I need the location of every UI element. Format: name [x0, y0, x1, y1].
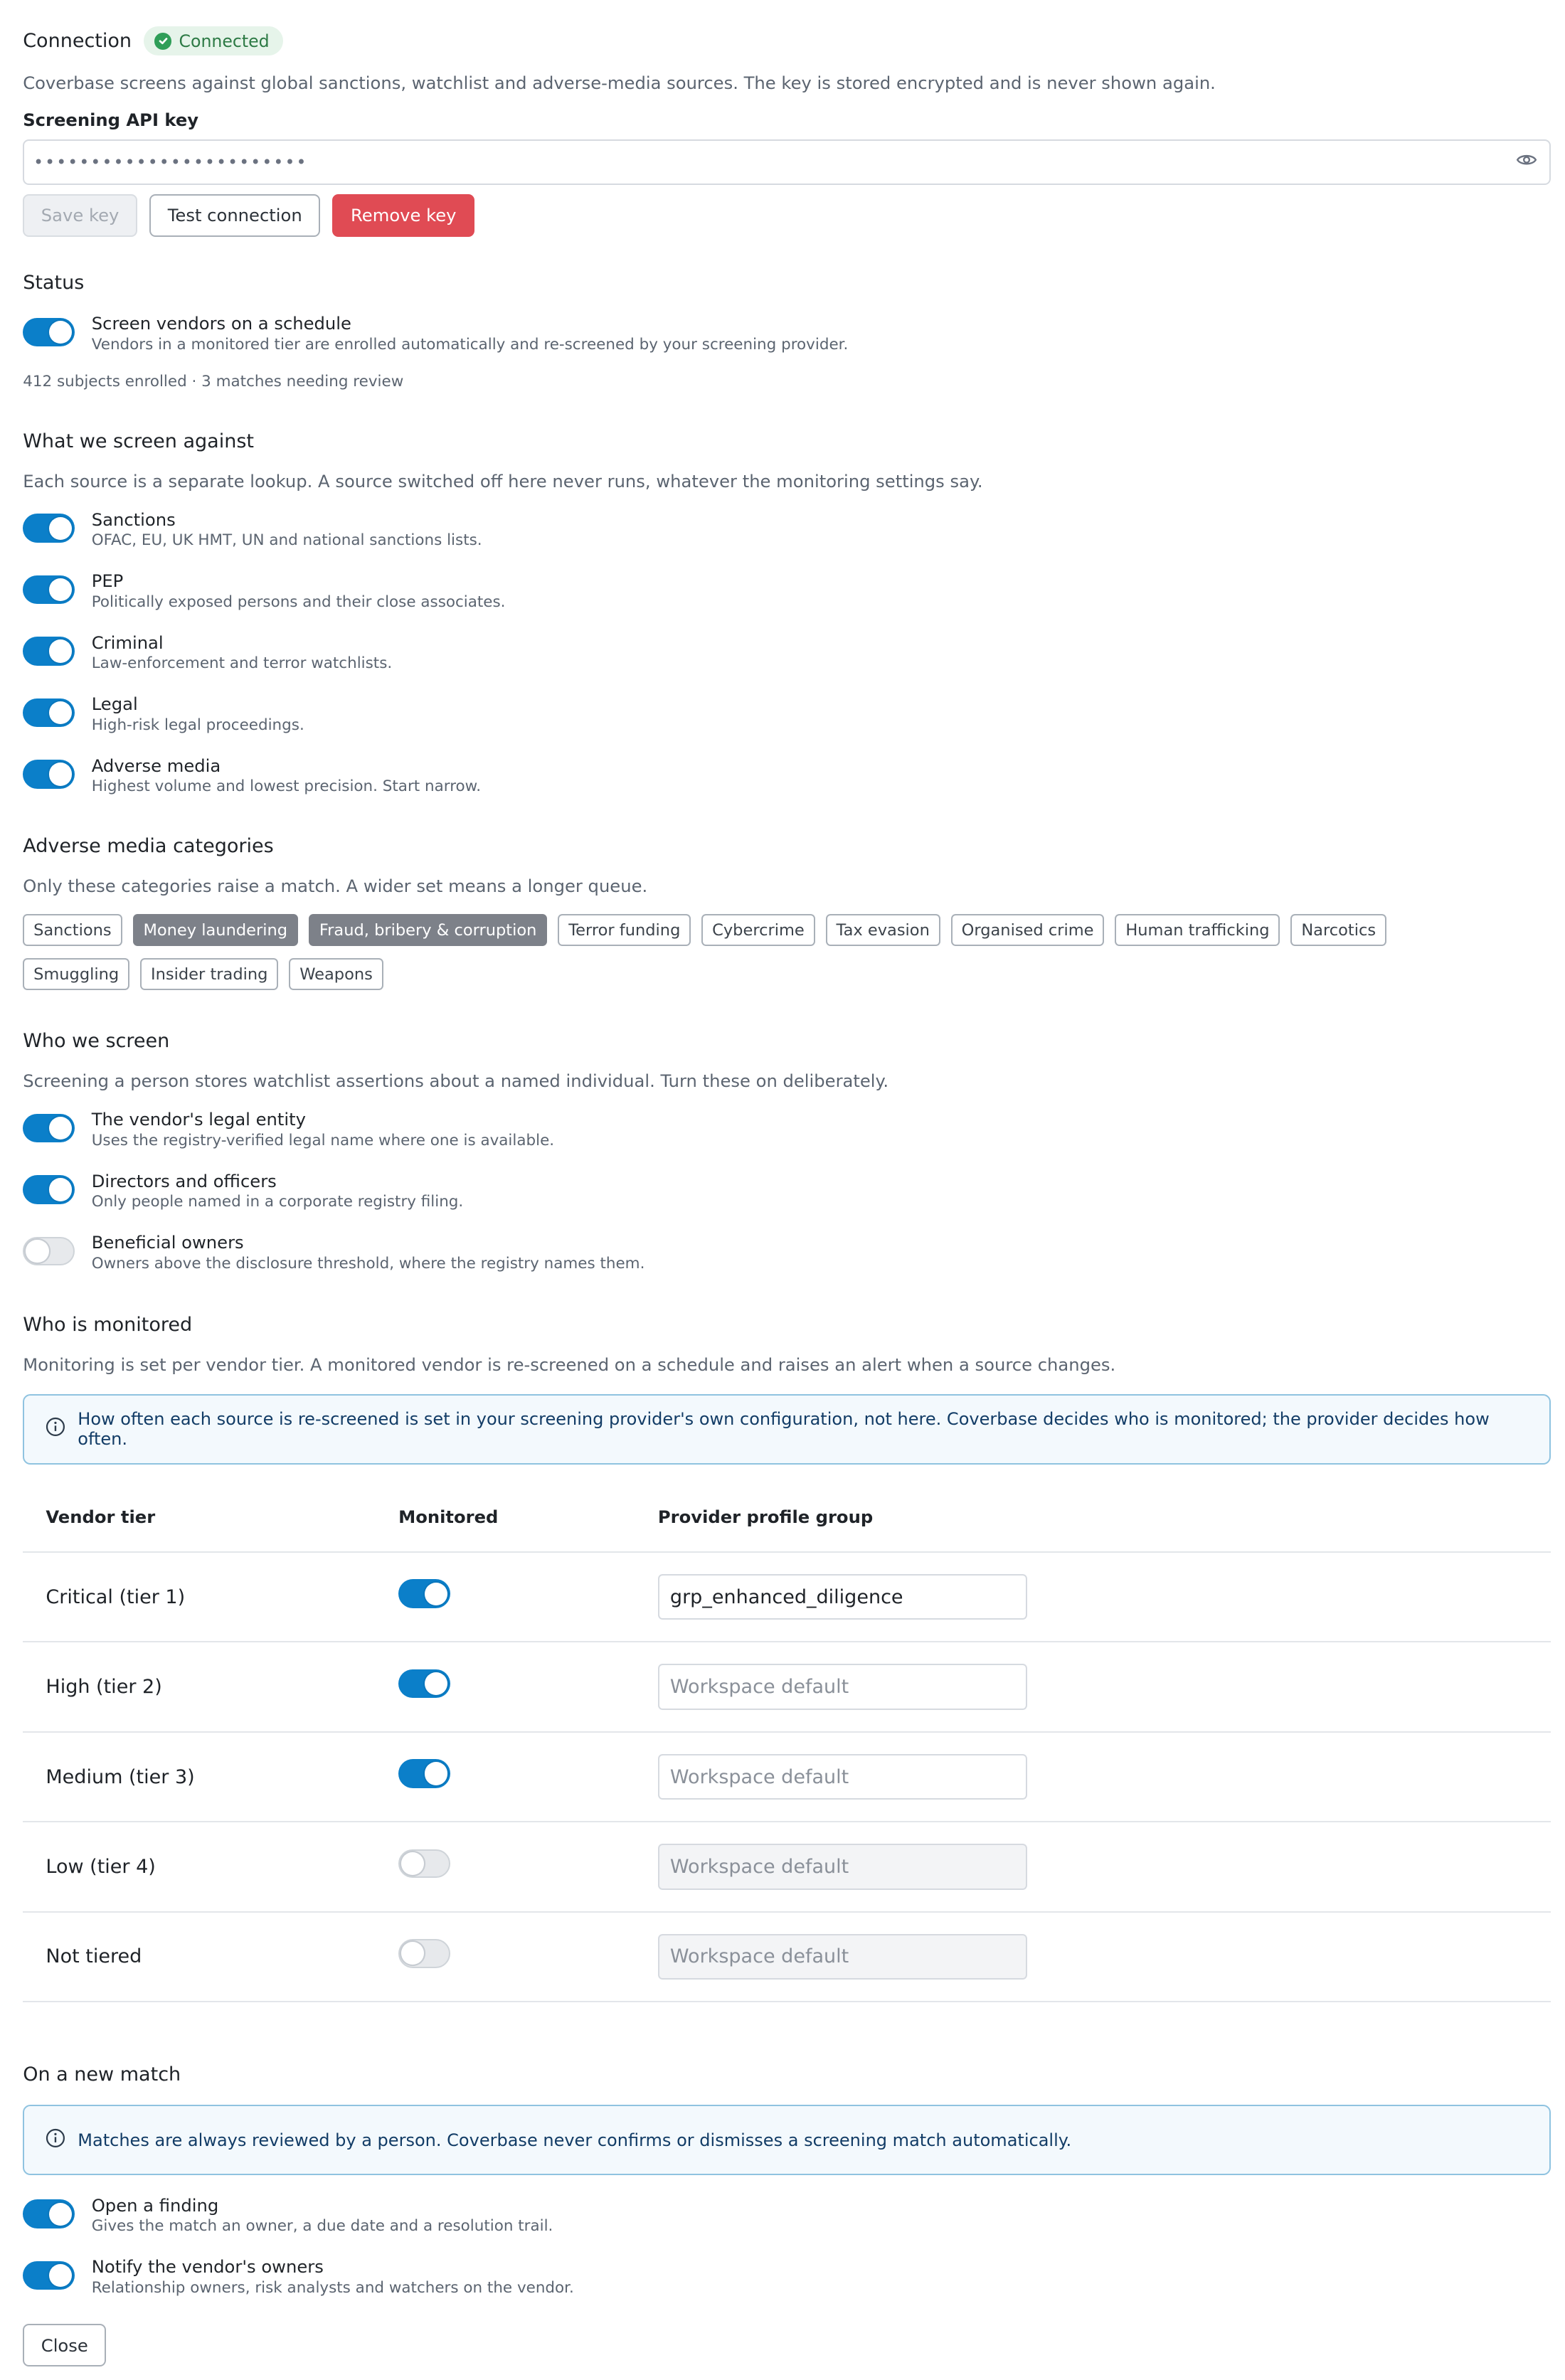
tier-name: Low (tier 4): [46, 1855, 156, 1878]
source-toggle-criminal[interactable]: [23, 637, 75, 666]
table-row: [23, 1733, 1551, 1822]
new-match-sub: Gives the match an owner, a due date and a resolution trail.: [91, 2217, 553, 2236]
chip-money-laundering[interactable]: Money laundering: [133, 914, 298, 946]
connection-actions: [23, 194, 1551, 237]
check-circle-icon: [154, 33, 171, 50]
profile-group-input[interactable]: Workspace default: [658, 1754, 1027, 1800]
chip-weapons[interactable]: Weapons: [289, 958, 383, 990]
profile-group-input[interactable]: grp_enhanced_diligence: [658, 1574, 1027, 1620]
toggle-knob: [49, 1117, 72, 1139]
schedule-toggle-label: Screen vendors on a schedule: [91, 313, 351, 334]
notify-owners-toggle[interactable]: [23, 2261, 75, 2290]
who-sub: Owners above the disclosure threshold, where the registry names them.: [91, 1254, 645, 1273]
sources-description: Each source is a separate lookup. A source switched off here never runs, whatever the monitoring settings say.: [23, 470, 983, 492]
schedule-toggle-text: [92, 313, 849, 355]
chip-human-trafficking[interactable]: Human trafficking: [1115, 914, 1280, 946]
info-icon: [46, 1417, 65, 1441]
toggle-knob: [425, 1762, 447, 1785]
chip-organised-crime[interactable]: Organised crime: [951, 914, 1105, 946]
who-toggle-legal-entity[interactable]: [23, 1114, 75, 1143]
toggle-knob: [49, 578, 72, 601]
source-label: Legal: [91, 694, 138, 715]
who-description: Screening a person stores watchlist assertions about a named individual. Turn these on deliberately.: [23, 1071, 889, 1092]
source-row-adverse-media: [23, 755, 1551, 817]
toggle-knob: [49, 321, 72, 344]
remove-key-button[interactable]: Remove key: [332, 194, 474, 237]
monitored-cell: [398, 1939, 658, 1975]
footer-actions: [23, 2324, 1551, 2366]
who-sub: Uses the registry-verified legal name where one is available.: [91, 1131, 555, 1149]
column-vendor-tier: Vendor tier: [46, 1507, 156, 1528]
new-match-info-text: Matches are always reviewed by a person. Coverbase never confirms or dismisses a screening match automatically.: [78, 2130, 1072, 2150]
toggle-knob: [49, 2203, 72, 2226]
api-key-label: Screening API key: [23, 109, 199, 130]
status-badge: [144, 26, 283, 55]
chip-smuggling[interactable]: Smuggling: [23, 958, 129, 990]
new-match-label: Open a finding: [91, 2194, 219, 2216]
tier-table-header: [23, 1482, 1551, 1553]
who-label: Beneficial owners: [91, 1232, 244, 1253]
tier-monitored-toggle[interactable]: [398, 1759, 450, 1788]
who-label: Directors and officers: [91, 1170, 277, 1191]
who-sub: Only people named in a corporate registry filing.: [91, 1193, 464, 1211]
close-button[interactable]: Close: [23, 2324, 106, 2366]
status-badge-label: Connected: [179, 31, 270, 51]
new-match-label: Notify the vendor's owners: [91, 2256, 324, 2278]
source-sub: Highest volume and lowest precision. Start narrow.: [91, 777, 482, 795]
monitored-title: Who is monitored: [23, 1313, 193, 1336]
source-label: Sanctions: [91, 509, 176, 530]
source-row-criminal: [23, 632, 1551, 694]
chip-narcotics[interactable]: Narcotics: [1290, 914, 1386, 946]
source-label: PEP: [91, 570, 124, 592]
table-row: [23, 1642, 1551, 1732]
table-row: [23, 1913, 1551, 2002]
enrollment-summary: 412 subjects enrolled · 3 matches needing review: [23, 373, 404, 391]
source-sub: High-risk legal proceedings.: [91, 716, 304, 734]
adverse-chip-list: [23, 914, 1488, 990]
monitoring-info-box: [23, 1394, 1551, 1465]
monitored-cell: [398, 1759, 658, 1795]
info-icon: [46, 2128, 65, 2152]
connection-title: Connection: [23, 29, 132, 52]
api-key-masked-value: ••••••••••••••••••••••••: [33, 152, 308, 172]
chip-cybercrime[interactable]: Cybercrime: [701, 914, 815, 946]
source-label: Criminal: [91, 632, 164, 653]
schedule-toggle-sub: Vendors in a monitored tier are enrolled automatically and re-screened by your screening provider.: [91, 335, 849, 354]
monitored-cell: [398, 1579, 658, 1615]
chip-fraud-bribery-corruption[interactable]: Fraud, bribery & corruption: [309, 914, 547, 946]
tier-monitored-toggle[interactable]: [398, 1939, 450, 1968]
profile-group-cell: [658, 1934, 1551, 1980]
column-monitored: Monitored: [398, 1507, 499, 1528]
toggle-knob: [401, 1942, 424, 1965]
open-finding-toggle[interactable]: [23, 2199, 75, 2228]
connection-description: Coverbase screens against global sanctions, watchlist and adverse-media sources. The key is stored encrypted and is never shown again.: [23, 72, 1216, 93]
toggle-knob: [401, 1852, 424, 1875]
tier-monitored-toggle[interactable]: [398, 1849, 450, 1879]
source-toggle-adverse-media[interactable]: [23, 760, 75, 789]
who-row-legal-entity: [23, 1109, 1551, 1170]
toggle-knob: [49, 639, 72, 662]
toggle-knob: [425, 1583, 447, 1605]
profile-group-cell: [658, 1664, 1551, 1709]
profile-group-cell: [658, 1574, 1551, 1620]
chip-tax-evasion[interactable]: Tax evasion: [826, 914, 940, 946]
column-profile-group: Provider profile group: [657, 1507, 874, 1528]
chip-terror-funding[interactable]: Terror funding: [558, 914, 691, 946]
new-match-row-open-finding: [23, 2195, 1551, 2256]
source-row-legal: [23, 694, 1551, 755]
source-sub: OFAC, EU, UK HMT, UN and national sanctions lists.: [91, 531, 482, 550]
connection-header: [23, 0, 1551, 58]
table-row: [23, 1822, 1551, 1912]
tier-monitored-toggle[interactable]: [398, 1579, 450, 1608]
table-row: [23, 1553, 1551, 1642]
adverse-title: Adverse media categories: [23, 834, 274, 857]
toggle-knob: [49, 1178, 72, 1201]
new-match-title: On a new match: [23, 2063, 181, 2086]
status-title: Status: [23, 272, 85, 294]
who-row-beneficial-owners: [23, 1232, 1551, 1293]
schedule-toggle-row: [23, 313, 1551, 355]
test-connection-button[interactable]: Test connection: [149, 194, 320, 237]
who-list: [23, 1109, 1551, 1293]
new-match-list: [23, 2195, 1551, 2318]
source-row-sanctions: [23, 509, 1551, 570]
tier-monitored-toggle[interactable]: [398, 1669, 450, 1699]
toggle-knob: [425, 1672, 447, 1695]
tier-name: Not tiered: [46, 1945, 142, 1968]
who-toggle-directors[interactable]: [23, 1175, 75, 1204]
toggle-knob: [49, 517, 72, 540]
toggle-knob: [49, 2264, 72, 2287]
new-match-info-box: [23, 2105, 1551, 2175]
tier-name: High (tier 2): [46, 1676, 162, 1699]
toggle-knob: [49, 701, 72, 724]
toggle-knob: [26, 1240, 48, 1263]
profile-group-cell: [658, 1754, 1551, 1800]
monitored-description: Monitoring is set per vendor tier. A monitored vendor is re-screened on a schedule and raises an alert when a source changes.: [23, 1354, 1116, 1375]
api-key-field[interactable]: [23, 139, 1551, 185]
who-label: The vendor's legal entity: [91, 1109, 306, 1130]
source-row-pep: [23, 570, 1551, 632]
source-sub: Politically exposed persons and their close associates.: [91, 593, 506, 611]
profile-group-input[interactable]: Workspace default: [658, 1664, 1027, 1709]
profile-group-input[interactable]: Workspace default: [658, 1934, 1027, 1980]
source-toggle-sanctions[interactable]: [23, 514, 75, 543]
tier-name: Medium (tier 3): [46, 1765, 195, 1788]
source-toggle-legal[interactable]: [23, 698, 75, 728]
sources-title: What we screen against: [23, 430, 255, 452]
eye-icon[interactable]: [1516, 152, 1537, 172]
new-match-row-notify-owners: [23, 2256, 1551, 2317]
toggle-knob: [49, 763, 72, 785]
chip-sanctions[interactable]: Sanctions: [23, 914, 122, 946]
adverse-description: Only these categories raise a match. A wider set means a longer queue.: [23, 875, 648, 896]
source-label: Adverse media: [91, 755, 221, 776]
profile-group-cell: [658, 1844, 1551, 1889]
schedule-toggle[interactable]: [23, 318, 75, 347]
monitored-cell: [398, 1669, 658, 1705]
tier-table: [23, 1482, 1551, 2002]
profile-group-input[interactable]: Workspace default: [658, 1844, 1027, 1889]
sources-list: [23, 509, 1551, 817]
monitoring-info-text: How often each source is re-screened is set in your screening provider's own configuration, not here. Coverbase decides who is monitored; the provider decides how often.: [78, 1409, 1490, 1450]
who-toggle-beneficial-owners[interactable]: [23, 1237, 75, 1266]
source-toggle-pep[interactable]: [23, 575, 75, 605]
source-sub: Law-enforcement and terror watchlists.: [91, 654, 393, 673]
who-row-directors: [23, 1171, 1551, 1232]
tier-name: Critical (tier 1): [46, 1585, 186, 1608]
chip-insider-trading[interactable]: Insider trading: [140, 958, 278, 990]
save-key-button[interactable]: Save key: [23, 194, 137, 237]
who-title: Who we screen: [23, 1030, 170, 1053]
monitored-cell: [398, 1849, 658, 1885]
new-match-sub: Relationship owners, risk analysts and watchers on the vendor.: [91, 2278, 574, 2297]
